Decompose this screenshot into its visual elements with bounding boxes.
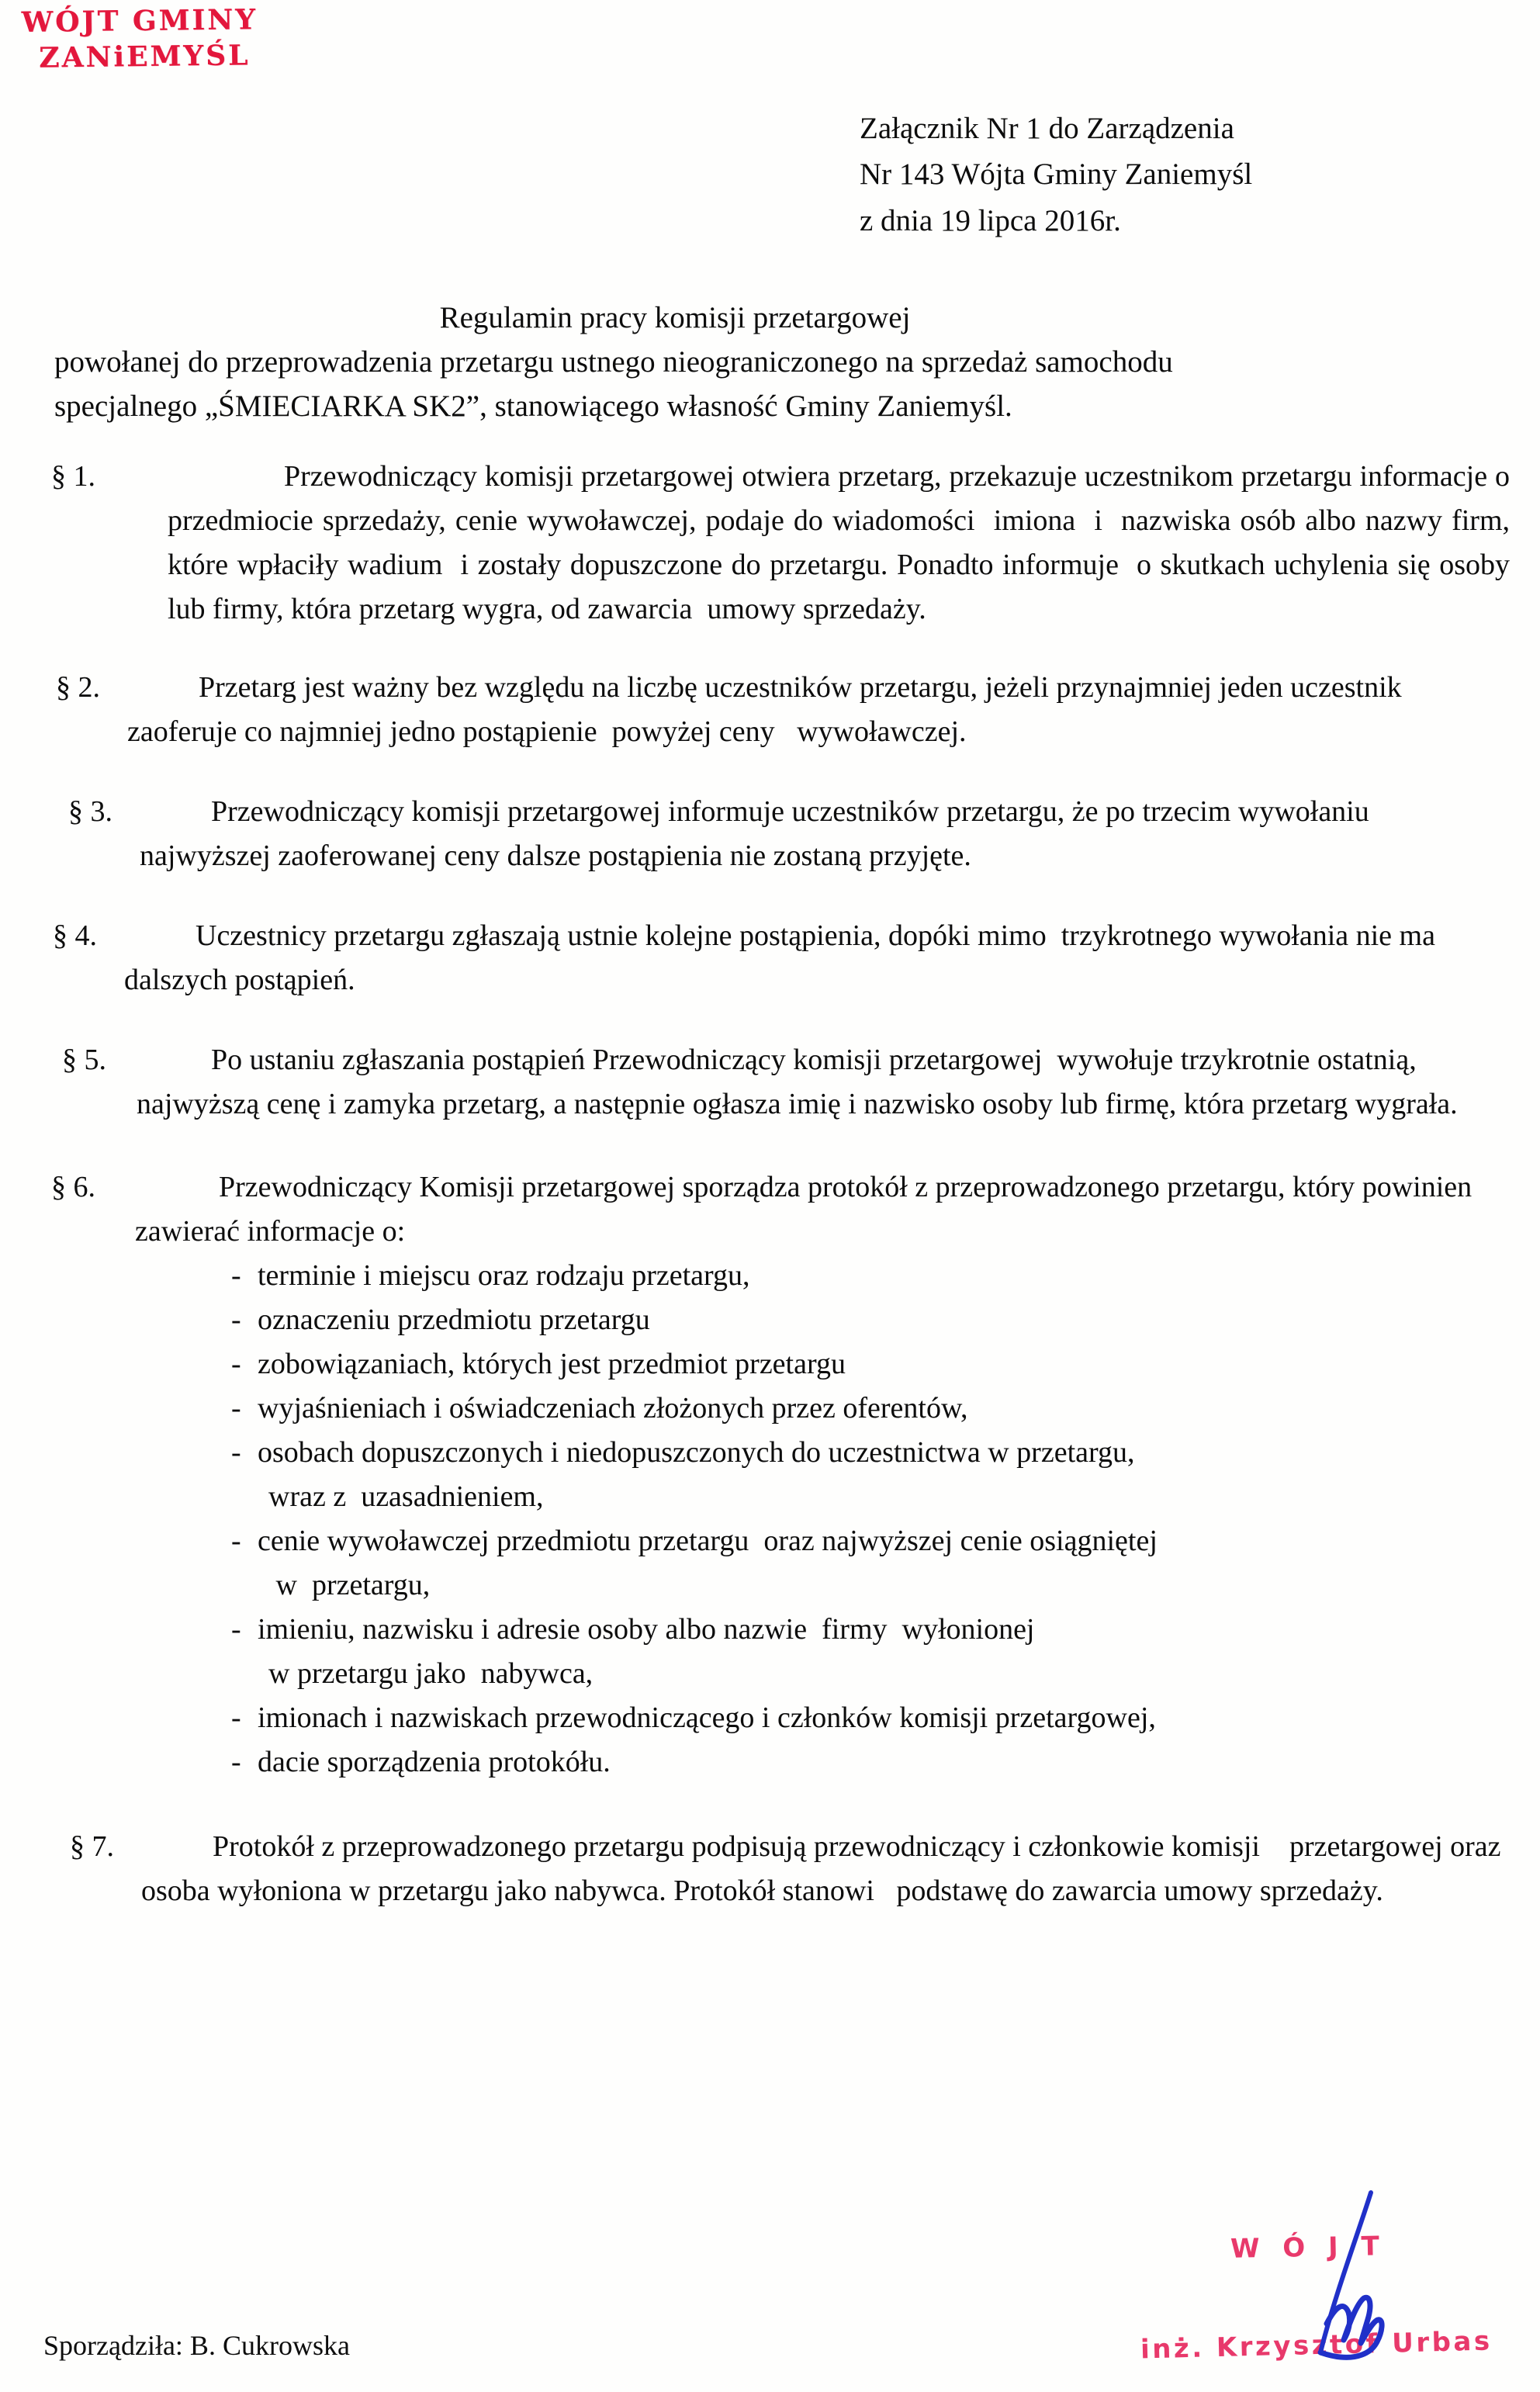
section-6-marker: § 6. — [51, 1171, 95, 1203]
section-2 — [56, 666, 1499, 754]
bullet-dash-icon: - — [231, 1392, 241, 1424]
office-stamp — [21, 2, 258, 76]
signature-stamp — [1140, 2215, 1528, 2386]
list-item-text: wyjaśnieniach i oświadczeniach złożonych przez oferentów, — [258, 1392, 968, 1424]
title-line-3: specjalnego „ŚMIECIARKA SK2”, stanowiącego własność Gminy Zaniemyśl. — [54, 389, 1012, 423]
attachment-header — [860, 106, 1252, 244]
bullet-dash-icon: - — [231, 1746, 241, 1778]
section-5 — [62, 1038, 1497, 1127]
list-item-text: zobowiązaniach, których jest przedmiot przetargu — [258, 1348, 846, 1380]
office-stamp-line1: WÓJT GMINY — [21, 3, 258, 39]
section-6-text: Przewodniczący Komisji przetargowej sporządza protokół z przeprowadzonego przetargu, który powinien zawierać informacje o: — [135, 1171, 1479, 1248]
list-item — [231, 1608, 1510, 1696]
bullet-dash-icon: - — [231, 1436, 241, 1469]
list-item — [231, 1386, 1510, 1431]
bullet-dash-icon: - — [231, 1303, 241, 1336]
section-1-marker: § 1. — [51, 460, 95, 493]
section-5-marker: § 5. — [62, 1044, 106, 1076]
bullet-dash-icon: - — [231, 1701, 241, 1734]
section-4-marker: § 4. — [53, 919, 97, 952]
section-4 — [53, 914, 1496, 1002]
list-item — [231, 1254, 1510, 1298]
list-item-continuation: w przetargu jako nabywca, — [268, 1657, 594, 1690]
bullet-dash-icon: - — [231, 1348, 241, 1380]
section-7-marker: § 7. — [70, 1830, 114, 1863]
list-item — [231, 1740, 1510, 1784]
section-3-marker: § 3. — [68, 795, 112, 828]
section-6 — [51, 1165, 1510, 1784]
section-2-marker: § 2. — [56, 671, 100, 704]
prepared-by-footer: Sporządziła: B. Cukrowska — [43, 2330, 350, 2361]
section-7 — [70, 1825, 1509, 1913]
title-line-1: Regulamin pracy komisji przetargowej — [439, 301, 911, 334]
list-item-text: imionach i nazwiskach przewodniczącego i członków komisji przetargowej, — [258, 1701, 1156, 1734]
section-3 — [68, 790, 1504, 878]
header-line-date: z dnia 19 lipca 2016r. — [860, 203, 1121, 237]
section-1-text: Przewodniczący komisji przetargowej otwiera przetarg, przekazuje uczestnikom przetargu informacje o przedmiocie sprzedaży, cenie wywoławczej, podaje do wiadomości imiona i nazwiska osób albo nazwy firm, które wpłaciły wadium i zostały dopuszczone do przetargu. Ponadto informuje o skutkach uchylenia się osoby lub firmy, która przetarg wygra, od zawarcia umowy sprzedaży. — [168, 460, 1518, 625]
section-7-text: Protokół z przeprowadzonego przetargu podpisują przewodniczący i członkowie komisji przetargowej oraz osoba wyłoniona w przetargu jako nabywca. Protokół stanowi podstawę do zawarcia umowy sprzedaży. — [141, 1830, 1509, 1907]
list-item-text: terminie i miejscu oraz rodzaju przetargu, — [258, 1259, 750, 1292]
signature-stamp-name: inż. Krzysztof Urbas — [1140, 2325, 1493, 2366]
list-item-continuation: w przetargu, — [268, 1569, 431, 1601]
bullet-dash-icon: - — [231, 1259, 241, 1292]
protocol-contents-list — [51, 1254, 1510, 1784]
list-item-text: osobach dopuszczonych i niedopuszczonych do uczestnictwa w przetargu, — [258, 1436, 1135, 1469]
section-5-text: Po ustaniu zgłaszania postąpień Przewodniczący komisji przetargowej wywołuje trzykrotnie ostatnią, najwyższą cenę i zamyka przetarg, a następnie ogłasza imię i nazwisko osoby lub firmę, która przetarg wygrała. — [137, 1044, 1458, 1120]
list-item-text: imieniu, nazwisku i adresie osoby albo nazwie firmy wyłonionej — [258, 1613, 1035, 1646]
list-item — [231, 1696, 1510, 1740]
list-item-text: oznaczeniu przedmiotu przetargu — [258, 1303, 650, 1336]
title-line-2: powołanej do przeprowadzenia przetargu ustnego nieograniczonego na sprzedaż samochodu — [54, 344, 1173, 379]
list-item — [231, 1342, 1510, 1386]
list-item-continuation: wraz z uzasadnieniem, — [268, 1480, 544, 1513]
list-item-text: dacie sporządzenia protokółu. — [258, 1746, 611, 1778]
list-item-text: cenie wywoławczej przedmiotu przetargu oraz najwyższej cenie osiągniętej — [258, 1525, 1158, 1557]
section-3-text: Przewodniczący komisji przetargowej informuje uczestników przetargu, że po trzecim wywołaniu najwyższej zaoferowanej ceny dalsze postąpienia nie zostaną przyjęte. — [140, 795, 1377, 872]
bullet-dash-icon: - — [231, 1613, 241, 1646]
section-1 — [51, 455, 1518, 632]
list-item — [231, 1431, 1510, 1519]
section-4-text: Uczestnicy przetargu zgłaszają ustnie kolejne postąpienia, dopóki mimo trzykrotnego wywołania nie ma dalszych postąpień. — [124, 919, 1443, 996]
header-line-attachment: Załącznik Nr 1 do Zarządzenia — [860, 112, 1234, 145]
document-title — [54, 296, 1513, 429]
header-line-ordinance-number: Nr 143 Wójta Gminy Zaniemyśl — [860, 158, 1253, 192]
bullet-dash-icon: - — [231, 1525, 241, 1557]
section-2-text: Przetarg jest ważny bez względu na liczbę uczestników przetargu, jeżeli przynajmniej jeden uczestnik zaoferuje co najmniej jedno postąpienie powyżej ceny wywoławczej. — [127, 671, 1410, 748]
signature-stamp-title: W Ó J T — [1230, 2231, 1387, 2265]
office-stamp-line2: ZANiEMYŚL — [39, 39, 251, 74]
document-body — [0, 455, 1540, 1944]
list-item — [231, 1519, 1510, 1608]
list-item — [231, 1298, 1510, 1342]
